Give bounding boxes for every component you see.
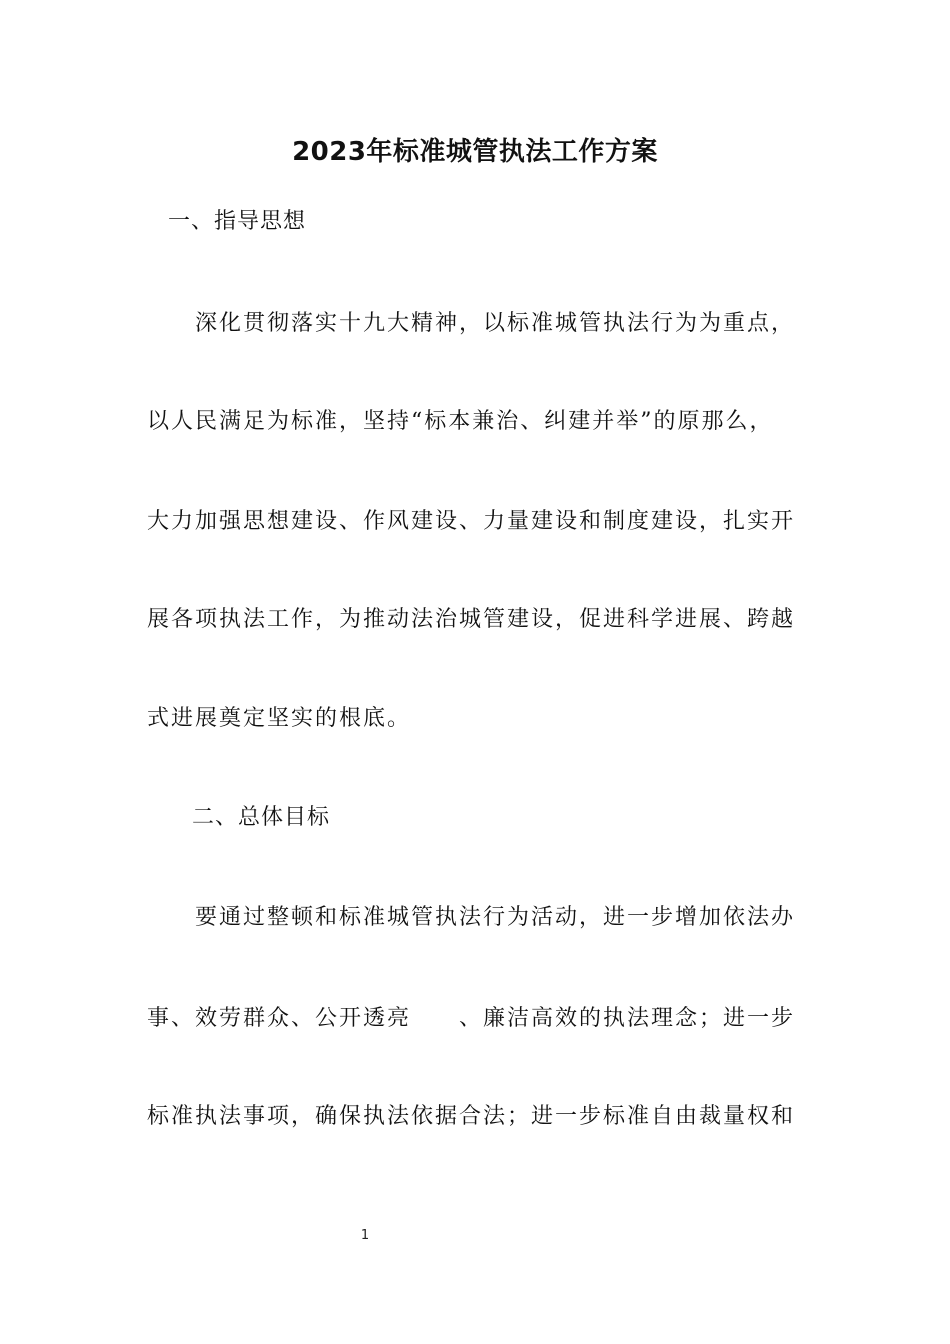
paragraph-line: 深化贯彻落实十九大精神，以标准城管执法行为为重点，: [195, 311, 796, 336]
paragraph-line: 事、效劳群众、公开透亮 、廉洁高效的执法理念；进一步: [147, 1006, 796, 1031]
page-number: 1: [360, 1228, 370, 1243]
paragraph-line: 展各项执法工作，为推动法治城管建设，促进科学进展、跨越: [147, 607, 796, 632]
paragraph-line: 以人民满足为标准，坚持“标本兼治、纠建并举”的原那么，: [147, 409, 774, 434]
paragraph-line: 大力加强思想建设、作风建设、力量建设和制度建设，扎实开: [147, 509, 796, 534]
section-heading-overall-goals: 二、总体目标: [192, 805, 331, 830]
section-heading-guiding-ideology: 一、指导思想: [168, 209, 307, 234]
paragraph-line: 式进展奠定坚实的根底。: [147, 706, 412, 731]
paragraph-line: 标准执法事项，确保执法依据合法；进一步标准自由裁量权和: [147, 1104, 796, 1129]
paragraph-line: 要通过整顿和标准城管执法行为活动，进一步增加依法办: [195, 905, 796, 930]
document-title: 2023年标准城管执法工作方案: [292, 137, 658, 167]
